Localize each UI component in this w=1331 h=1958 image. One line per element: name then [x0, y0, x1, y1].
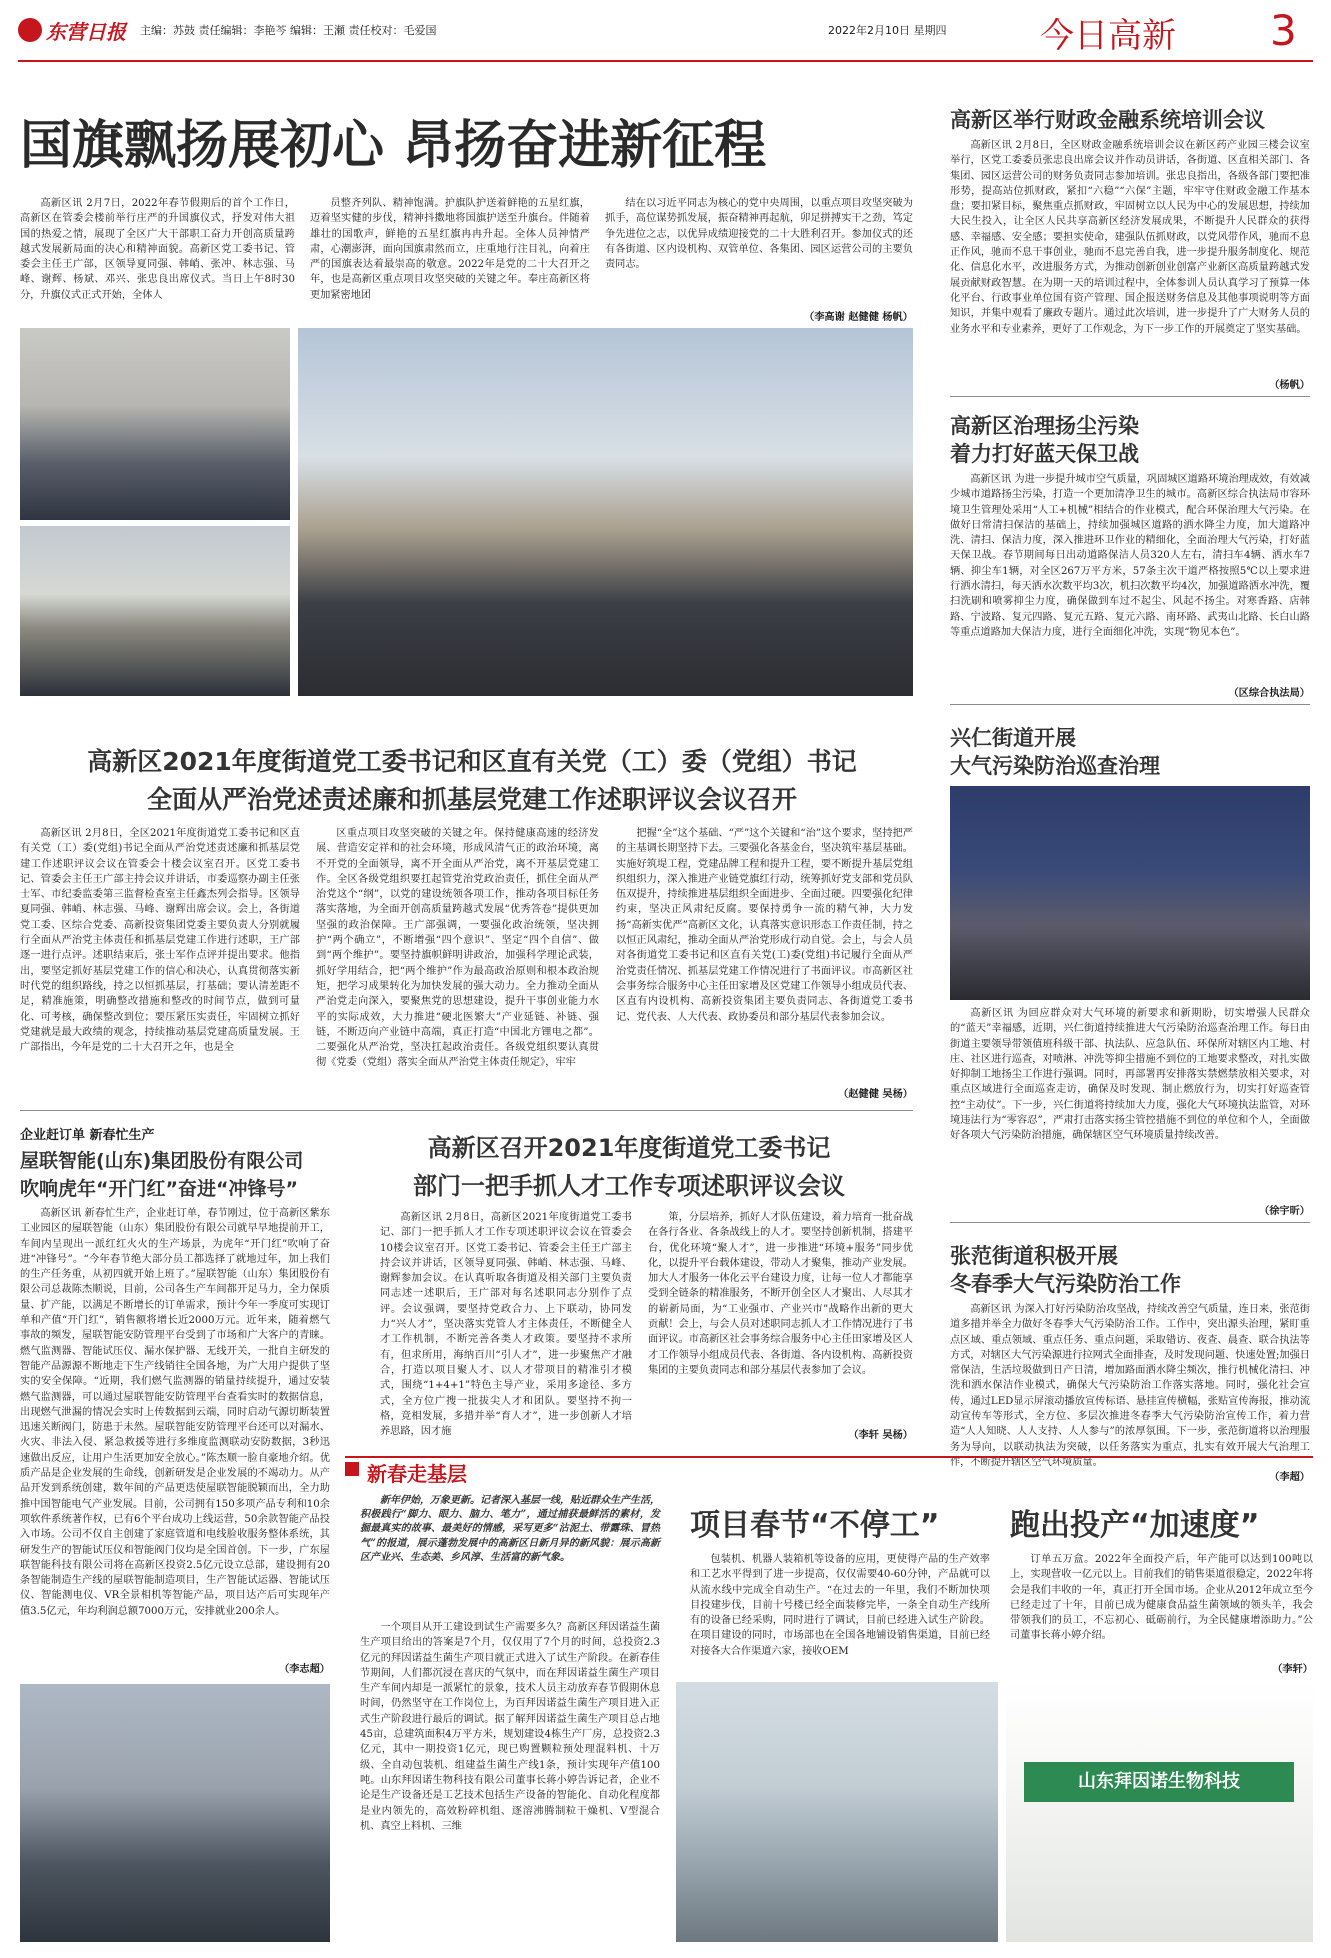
header-divider — [18, 60, 1313, 62]
zhangfan-title-1: 张范街道积极开展 — [950, 1244, 1118, 1268]
lead-col1: 高新区讯 2月7日，2022年春节假期后的首个工作日，高新区在管委会楼前举行庄严的升国旗仪式，抒发对伟大祖国的热爱之情，展现了全区广大干部职工奋力开创高质量跨越式发展新局面的决心和精神面貌。高新区党工委书记、管委会主任王广部，区领导夏同强、韩峭、张冲、林志强、马峰、谢辉、杨斌、邓兴、张忠良出席仪式。当日上午8时30分，升旗仪式正式开始，全体人 — [20, 198, 295, 301]
masthead-credits: 主编：苏鼓 责任编辑：李艳芩 编辑：王瀬 责任校对：毛爱国 — [140, 24, 437, 37]
lead-col3: 结在以习近平同志为核心的党中央周围，以重点项目攻坚突破为抓手，高位谋势抓发展，振奋精神再起航，卯足拼搏实干之劲，笃定争先进位之志，以优异成绩迎接党的二十大胜利召开。参加仪式的还有各街道、区内设机构、双管单位、各集团、园区运营公司的主要负责同志。 — [605, 198, 913, 271]
party-col1: 高新区讯 2月8日，全区2021年度街道党工委书记和区直有关党（工）委(党组)书记全面从严治党述责述廉和抓基层党建工作述职评议会议在管委会十楼会议室召开。区党工委书记、管委会主任王广部主持会议并讲话，市委巡察办副主任张士军、市纪委监委第三监督检查室主任鑫杰列会指导。区领导夏同强、韩峭、林志强、马峰、谢辉出席会议。会上，各街道党工委、区综合党委、高新投资集团党委主要负责人分别就履行全面从严治党主体责任和抓基层党建工作进行述职，王广部逐一进行点评。述职结束后，张士军作点评并提出要求。他指出，要坚定抓好基层党建工作的信心和决心，认真贯彻落实新时代党的组织路线，持之以恒抓基层，打基础；要认清差距不足，精准施策，明确整改措施和整改的时间节点，做到可量化、可考核，确保整改到位；要压紧压实责任，牢固树立抓好党建就是最大政绩的观念，持续推动基层党建高质量发展。王广部指出，今年是党的二十大召开之年，也是全 — [20, 828, 300, 1054]
flag-raising-photo — [20, 526, 290, 696]
night-patrol-photo — [950, 786, 1310, 1000]
spring-story1-col2: 包装机、机器人装箱机等设备的应用，更使得产品的生产效率和工艺水平得到了进一步提高，仅仅需要40-60分钟，产品就可以从流水线中完成全自动生产。“在过去的一年里，我们不断加快项目投建步伐，目前十号楼已经全面装修完毕，一条全自动生产线所有的设备已经采购，同时进行了调试，目前已经进入试生产阶段。在项目建设的同时，市场部也在全国各地铺设销售渠道，目前已经对接各大合作渠道六家，接收OEM — [690, 1554, 990, 1657]
lab-worker-photo — [676, 1682, 998, 1942]
header — [0, 0, 1331, 64]
party-title-2: 全面从严治党述责述廉和抓基层党建工作述职评议会议召开 — [146, 785, 797, 814]
divider-finance — [950, 396, 1310, 397]
xingren-title-2: 大气污染防治巡查治理 — [950, 754, 1160, 778]
company-sign-text: 山东拜因诺生物科技 — [1024, 1762, 1294, 1802]
spring-story2-title: 跑出投产“加速度” — [1010, 1508, 1260, 1543]
issue-date: 2022年2月10日 星期四 — [828, 24, 947, 37]
spring-story2-body: 订单五万盒。2022年全面投产后，年产能可以达到100吨以上，实现营收一亿元以上。目前我们的销售渠道很稳定，2022年将会是我们丰收的一年，真正打开全国市场。企业从2012年成立至今已经走过了十年，目前已成为健康食品益生菌领域的领头羊，我会带领我们的员工，不忘初心、砥砺前行，为全民健康增添助力。”公司董事长蒋小婷介绍。 — [1010, 1554, 1313, 1642]
flag-guard-photo — [20, 328, 290, 520]
logo-text: 东营日报 — [46, 19, 126, 44]
lead-title: 国旗飘扬展初心 昂扬奋进新征程 — [20, 116, 767, 176]
dust-title-2: 着力打好蓝天保卫战 — [950, 442, 1139, 466]
divider-dust — [950, 704, 1310, 705]
xingren-title-1: 兴仁街道开展 — [950, 726, 1076, 750]
dust-body: 高新区讯 为进一步提升城市空气质量，巩固城区道路环境治理成效，有效减少城市道路扬尘污染，打造一个更加清净卫生的城市。高新区综合执法局市容环境卫生管理处采用“人工+机械”相结合的作业模式，配合环保治理大气污染。在做好日常清扫保洁的基础上，持续加强城区道路的洒水降尘力度，加大道路冲洗、清扫、保洁力度，深入推进环卫作业的精细化，全面治理大气污染，打好蓝天保卫战。春节期间每日出动道路保洁人员320人左右，清扫车4辆、洒水车7辆、抑尘车1辆，对全区267万平方米，57条主次干道严格按照5℃以上要求进行洒水清扫，每天洒水次数平均3次，机扫次数平均4次，加强道路洒水冲洗，覆扫洗刷和喷雾抑尘力度，确保做到车过不起尘、风起不扬尘。对寒香路、店韩路、宁波路、复元四路、复元五路、复元六路、南环路、武夷山北路、长白山路等重点道路加大保洁力度，进行全面细化冲洗，实现“物见本色”。 — [950, 474, 1310, 638]
spring-banner-label: 新春走基层 — [367, 1462, 467, 1486]
cadre-col2: 策，分层培养，抓好人才队伍建设，着力培育一批奋战在各行各业、各条战线上的人才。要坚持创新机制，搭建平台，优化环境“聚人才”，进一步推进“环境+服务”同步优化，以提升平台载体建设，带动人才聚集，推动产业发展。加大人才服务一体化云平台建设力度，让每一位人才都能享受到全链条的精准服务，不断开创全区人才聚出、人尽其才的崭新局面，为“工业强市、产业兴市”战略作出新的更大贡献！会上，与会人员对述职同志抓人才工作情况进行了书面评议。市高新区社会事务综合服务中心主任田家增及区人才工作领导小组成员代表、各街道、各内设机构、高新投资集团的主要负责同志和部分基层代表参加了会议。 — [648, 1212, 913, 1376]
enterprise-title-1: 屋联智能(山东)集团股份有限公司 — [20, 1150, 304, 1172]
cadre-col1: 高新区讯 2月8日，高新区2021年度街道党工委书记、部门一把手抓人才工作专项述职评议会议在管委会10楼会议室召开。区党工委书记、管委会主任王广部主持会议并讲话，区领导夏同强、韩峭、林志强、马峰、谢辉参加会议。在认真听取各街道及相关部门主要负责同志述一述职后，王广部对每名述职同志分别作了点评。会议强调，要坚持党政合力、上下联动，协同发力“兴人才”，坚决落实党管人才主体责任，不断健全人才工作机制，不断完善各类人才政策。要坚持不求所有，但求所用，海纳百川“引人才”，进一步聚焦产才融合，打造以项目聚人才、以人才带项目的精准引才模式，围绕“1+4+1”特色主导产业，采用多途径、多方式，全方位广搜一批拔尖人才和团队。要坚持不拘一格，竞相发展，多措并举“育人才”，进一步创新人才培养思路，因才施 — [380, 1212, 632, 1438]
enterprise-kicker: 企业赶订单 新春忙生产 — [20, 1128, 155, 1143]
page-number: 3 — [1270, 6, 1297, 55]
spring-intro-box — [360, 1494, 660, 1612]
xingren-body: 高新区讯 为回应群众对大气环境的新要求和新期盼，切实增强人民群众的“蓝天”幸福感，近期，兴仁街道持续推进大气污染防治巡查治理工作。每日由街道主要领导带领值班科级干部、执法队、应急队伍、环保所对辖区内工地、村庄、社区进行巡查，对喷淋、冲洗等抑尘措施不到位的工地要求整改，对扎实做好抑制工地扬尘工作进行强调。同时，再部署再安排落实禁燃禁放相关要求，对重点区域进行全面巡查走访，确保及时发现、制止燃放行为，切实打好巡查管控“主动仗”。下一步，兴仁街道将持续加大力度，强化大气环境执法监管，对环境违法行为“零容忍”，严肃打击落实扬尘管控措施不到位的单位和个人，全面做好各项大气污染防治措施，确保辖区空气环境质量持续改善。 — [950, 1008, 1310, 1142]
cadre-title-2: 部门一把手抓人才工作专项述职评议会议 — [413, 1172, 845, 1200]
cadre-byline: （李轩 吴杨） — [848, 1430, 913, 1441]
party-byline: （赵健健 吴杨） — [838, 1089, 913, 1100]
enterprise-title-2: 吹响虎年“开门红”奋进“冲锋号” — [20, 1178, 298, 1200]
dust-byline: （区综合执法局） — [1228, 688, 1310, 699]
cadre-title-1: 高新区召开2021年度街道党工委书记 — [427, 1134, 831, 1162]
spring-banner — [345, 1456, 1313, 1484]
finance-title: 高新区举行财政金融系统培训会议 — [950, 108, 1265, 132]
party-col2: 区重点项目攻坚突破的关键之年。保持健康高速的经济发展、营造安定祥和的社会环境，形成风清气正的政治环境，离不开党的全面领导，离不开全面从严治党，离不开基层党建工作。全区各级党组织要扛起管党治党政治责任，抓住全面从严治党这个“纲”，以党的建设统领各项工作，推动各项目标任务落实落地，为全面开创高质量跨越式发展“优秀答卷”提供更加坚强的政治保障。王广部强调，一要强化政治统领，坚决拥护“两个确立”，不断增强“四个意识”、坚定“四个自信”、做到“两个维护”。要坚持旗帜鲜明讲政治，加强科学理论武装，抓好学用结合，把“两个维护”作为最高政治原则和根本政治规矩，把学习成果转化为加快发展的强大动力。全力推动全面从严治党走向深入，要聚焦党的思想建设，提升干事创业能力水平的实际成效，大力推进“硬北医繁大”产业延链、补链、强链，不断迈向产业链中高端，真正打造“中国北方锂电之都”。二要强化从严治党，坚决扛起政治责任。各级党组织要认真贯彻《党委（党组）落实全面从严治党主体责任规定》，牢牢 — [316, 828, 599, 1069]
spring-banner-box-icon — [345, 1462, 359, 1476]
finance-body: 高新区讯 2月8日，全区财政金融系统培训会议在新区药产业园三楼会议室举行，区党工委委员张忠良出席会议并作动员讲话，各街道、区直相关部门、各集团、园区运营公司的财务负责同志参加培训。张忠良指出，各级各部门要把准形势，提高站位抓财政，紧扣“六稳”“六保”主题，牢牢守住财政金融工作基本盘；要扣紧目标，聚焦重点抓财政，牢固树立以人民为中心的发展思想，持续加大民生投入，让全区人民共享高新区经济发展成果，不断提升人民群众的获得感、幸福感、安全感；要担实使命，建强队伍抓财政，以党风带作风，驰而不息正作风，驰而不息干事创业，驰而不息完善自我，进一步提升服务制度化、规范化、信息化水平，改进服务方式，为推动创新创业创富产业新区高质量跨越式发展贡献财政智慧。在为期一天的培训过程中，全体参训人员认真学习了预算一体化平台、行政事业单位国有资产管理、国企报送财务信息及其他事项说明等方面知识，并集中观看了廉政专题片。通过此次培训，进一步提升了广大财务人员的业务水平和专业素养，更好了工作观念，为下一步工作的开展奠定了坚实基础。 — [950, 140, 1310, 335]
zhangfan-byline: （李超） — [1269, 1472, 1310, 1483]
spring-story1-title: 项目春节“不停工” — [690, 1508, 940, 1543]
factory-workers-photo — [20, 1684, 330, 1942]
enterprise-byline: （李志超） — [279, 1664, 330, 1675]
spring-story1-col1: 一个项目从开工建设到试生产需要多久？高新区拜因诺益生菌生产项目给出的答案是7个月，仅仅用了7个月的时间，总投资2.3亿元的拜因诺益生菌生产项目就正式进入了试生产阶段。在新春佳节期间，人们都沉浸在喜庆的气氛中，而在拜因诺益生菌生产项目生产车间内却是一派紧忙的景象，技术人员主动放弃春节假期休息时间，仍然坚守在工作岗位上，为百拜因诺益生菌生产项目进入正式生产阶段进行最后的调试。据了解拜因诺益生菌生产项目总占地45亩，总建筑面积4万平方米，规划建设4栋生产厂房，总投资2.3亿元，其中一期投资1亿元，现已购置颗粒预处理混料机、十万级、全自动包装机、组建益生菌生产线1条，预计实现年产值100吨。山东拜因诺生物科技有限公司董事长蒋小婷告诉记者，企业不论是生产设备还是工艺技术包括生产设备的智能化、自动化程度都是业内领先的，高效粉碎机组、逐溶沸腾制粒干燥机、V型混合机、真空上料机、三维 — [360, 1622, 660, 1832]
zhangfan-title-2: 冬春季大气污染防治工作 — [950, 1272, 1181, 1296]
dust-title-1: 高新区治理扬尘污染 — [950, 414, 1139, 438]
spring-story2-byline: （李轩） — [1272, 1664, 1313, 1675]
xingren-byline: （徐宇昕） — [1259, 1206, 1310, 1217]
logo-emblem-icon — [18, 18, 42, 42]
lead-col2: 员整齐列队、精神饱满。护旗队护送着鲜艳的五星红旗，迈着坚实健的步伐，精神抖擞地将国旗护送至升旗台。伴随着雄壮的国歌声，鲜艳的五星红旗冉冉升起。全体人员神情严肃，心潮澎湃，面向国旗肃然而立，庄重地行注目礼，向着庄严的国旗表达着最崇高的敬意。2022年是党的二十大召开之年，也是高新区重点项目攻坚突破的关键之年。奉庄高新区将更加紧密地团 — [310, 198, 590, 301]
party-col3: 把握“全”这个基础、“严”这个关键和“治”这个要求，坚持把严的主基调长期坚持下去。三要强化各基金台，坚决筑牢基层基础。实施好筑堤工程，党建品牌工程和提升工程，要不断提升基层党组织组织力，深入推进产业链党旗红行动，统筹抓好党支部和党员队伍双提升，持续推进基层组织全面进步、全面过硬。四要强化纪律约束，坚决正风肃纪反腐。要保持勇争一流的精气神，大力发扬“高新实优严”高新区文化，认真落实意识形态工作责任制，持之以恒正风肃纪，推动全面从严治党形成行动自觉。会上，与会人员对各街道党工委书记和区直有关党(工)委(党组)书记履行全面从严治党责任情况、抓基层党建工作情况进行了书面评议。市高新区社会事务综合服务中心主任田家增及区党建工作领导小组成员代表、区直有内设机构、高新投资集团主要负责同志、各街道党工委书记、党代表、人大代表、政协委员和部分基层代表参加会议。 — [616, 828, 913, 1023]
ceremony-crowd-photo — [298, 328, 913, 696]
zhangfan-body: 高新区讯 为深入打好污染防治攻坚战，持续改善空气质量，连日来，张范街道多措并举全力做好冬春季大气污染防治工作。工作中，突出源头治理，紧盯重点区域、重点领域、重点任务、重点问题，采取错访、夜查、晨查、联合执法等方式，对辖区大气污染源进行拉网式全面排查，及时发现问题、快速处置;加强日常保洁，生活垃圾做到日产日清，增加路面洒水降尘频次，推行机械化清扫、冲洗和洒水保洁作业模式，确保大气污染防治工作落实落地。同时，强化社会宣传，通过LED显示屏滚动播放宣传标语、悬挂宣传横幅，张贴宣传海报，推动流动宣传车等形式，全方位、多层次推进冬春季大气污染防治宣传工作，着力营造“人人知晓、人人支持、人人参与”的浓厚氛围。下一步，张范街道将以治理服务为导向，以联动执法为突破，以任务落实为重点，扎实有效开展大气治理工作，不断提升辖区空气环境质量。 — [950, 1304, 1310, 1468]
lead-byline: （李高谢 赵健健 杨帆） — [804, 312, 913, 323]
divider-party — [20, 1110, 913, 1111]
divider-xingren — [950, 1222, 1310, 1223]
enterprise-body: 高新区讯 新春忙生产，企业赶订单，春节刚过，位于高新区紫东工业园区的屋联智能（山东）集团股份有限公司就早早地提前开工，车间内呈现出一派红红火火的生产场景，为虎年“开门红”吹响了奋进“冲锋号”。“今年春节绝大部分员工都选择了就地过年，加上我们的生产任务重，从初四就开始上班了。”屋联智能（山东）集团股份有限公司总裁陈杰顺说，目前，公司各生产车间都开足马力，全力保质量、扩产能，以满足不断增长的订单需求，预计今年一季度可实现订单和产值“开门红”，销售额将增长近2000万元。近年来，随着燃气事故的频发，屋联智能安防管理平台受到了市场和广大客户的青睐。燃气监测器、智能试压仪、漏水保护器、无线开关，一批自主研发的智能产品源源不断地走下生产线销往全国各地，为广大用户提供了坚实的安全保障。“近期，我们燃气监测器的销量持续提升，通过安装燃气监测器，可以通过屋联智能安防管理平台查看实时的数据信息，出现燃气泄漏的情况会实时上传数据到云端，同时启动气源切断装置迅速关断阀门，防患于未然。屋联智能安防管理平台还可以对漏水、火灾、非法入侵、紧急救援等进行多维度监测联动安防数据，3秒迅速做出反应，让用户生活更加安全放心。”陈杰顺一脸自豪地介绍。优质产品是企业发展的生命线，创新研发是企业发展的不竭动力。从产品开发到系统创建，数年间的产品更迭使屋联智能脱颖而出，全力助推中国智能电气产业发展。目前，公司拥有150多项产品专利和10余项软件系统著作权，已有6个平台成功上线运营，50余款智能产品投入市场。公司不仅自主创建了家庭管道和电线脸收服务整体系统，其研发生产的智能试压仪和智能阀门仪均是全国首创。下一步，广东屋联智能科技有限公司将在高新区投资2.5亿元设立总部，建设拥有20条智能制造生产线的屋联智能制造项目，生产智能试运器、智能试压仪、智能测电仪、VR全景相机等智能产品，项目达产后可实现年产值3.5亿元，年均利润总额7000万元，安排就业200余人。 — [20, 1208, 330, 1617]
newspaper-logo — [18, 14, 128, 46]
company-sign-photo — [1006, 1682, 1313, 1942]
section-name: 今日高新 — [1040, 16, 1176, 56]
party-title-1: 高新区2021年度街道党工委书记和区直有关党（工）委（党组）书记 — [87, 747, 857, 776]
finance-byline: （杨帆） — [1269, 380, 1310, 391]
spring-intro-text: 新年伊始，万象更新。记者深入基层一线，贴近群众生产生活，积极践行“脚力、眼力、脑力、笔力”，通过捕获最鲜活的素材，发掘最真实的故事、最美好的情感，采写更多“沾泥土、带露珠、冒热气”的报道，展示蓬勃发展中的高新区日新月异的新风貌：展示高新区产业兴、生态美、乡风淳、生活富的新气象。 — [360, 1495, 660, 1563]
